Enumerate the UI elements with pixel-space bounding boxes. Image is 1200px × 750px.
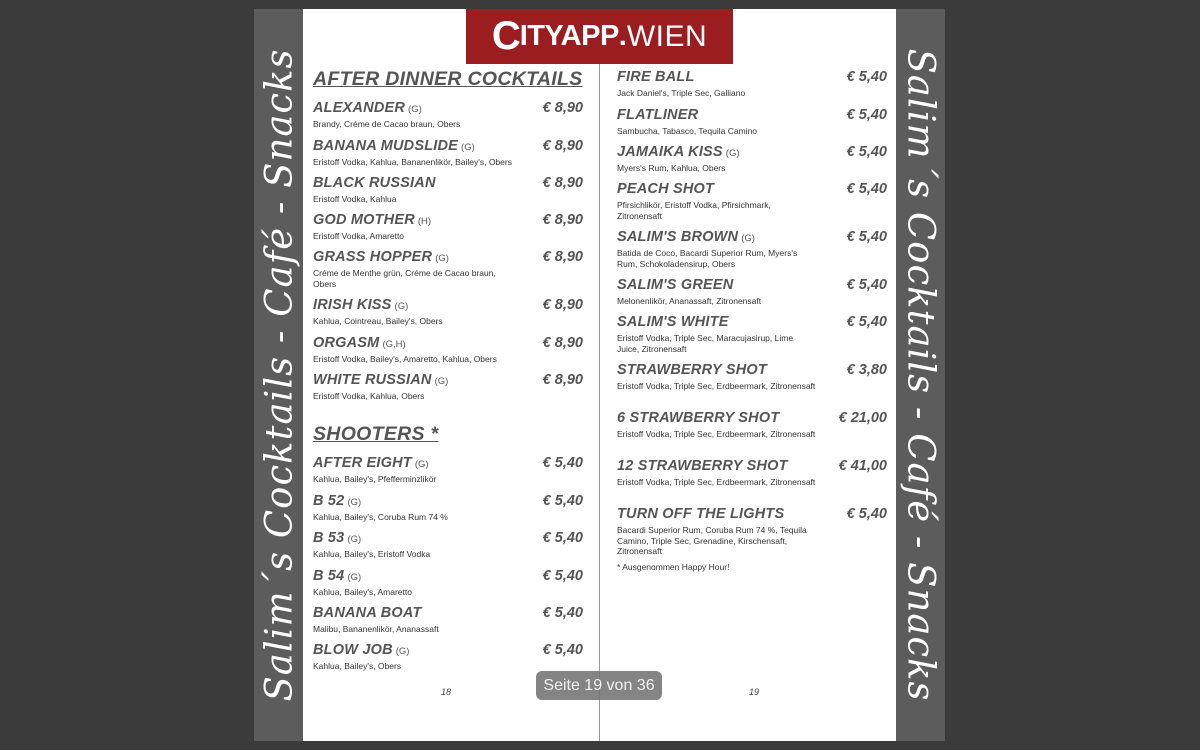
item-name-text: B 52 — [313, 493, 345, 509]
menu-item — [617, 410, 887, 440]
item-name-text: GRASS HOPPER — [313, 249, 433, 265]
section-title-after-dinner-cocktails: AFTER DINNER COCKTAILS — [313, 68, 583, 90]
allergen-tag: (G) — [414, 459, 429, 470]
menu-item — [617, 107, 887, 137]
footnote-happy-hour: * Ausgenommen Happy Hour! — [617, 562, 730, 572]
item-name-text: B 53 — [313, 530, 345, 546]
item-price: € 21,00 — [838, 410, 887, 426]
item-description: Eristoff Vodka, Triple Sec, Maracujasirup, Lime Juice, Zitronensaft — [617, 333, 794, 354]
item-price: € 5,40 — [846, 144, 887, 160]
allergen-tag: (G) — [347, 572, 362, 583]
menu-item — [313, 297, 583, 327]
item-description: Myers's Rum, Kahlua, Obers — [617, 163, 726, 173]
item-price: € 8,90 — [542, 335, 583, 351]
item-price: € 5,40 — [846, 277, 887, 293]
allergen-tag: (G) — [408, 104, 422, 115]
band-text-right: Salim´s Cocktails - Café - Snacks — [899, 48, 942, 702]
menu-item — [313, 335, 583, 365]
item-price: € 5,40 — [846, 506, 887, 522]
allergen-tag: (G) — [435, 253, 449, 264]
menu-item — [617, 362, 887, 392]
item-name-text: SALIM'S GREEN — [617, 277, 734, 293]
item-name-text: 12 STRAWBERRY SHOT — [617, 458, 788, 474]
band-text-left: Salim´s Cocktails - Café - Snacks — [257, 48, 300, 702]
item-price: € 8,90 — [542, 212, 583, 228]
logo-dot: . — [618, 20, 627, 52]
item-name-text: BANANA MUDSLIDE — [313, 138, 459, 154]
item-price: € 8,90 — [542, 249, 583, 265]
item-description: Kahlua, Bailey's, Obers — [313, 661, 402, 671]
item-description: Créme de Menthe grün, Créme de Cacao braun, Obers — [313, 268, 496, 289]
menu-item — [313, 530, 583, 560]
item-price: € 8,90 — [542, 100, 583, 116]
menu-item — [617, 229, 887, 269]
page-indicator: Seite 19 von 36 — [536, 671, 662, 700]
item-description: Eristoff Vodka, Kahlua — [313, 194, 397, 204]
item-name-text: FLATLINER — [617, 107, 699, 123]
item-description: Malibu, Bananenlikör, Ananassaft — [313, 624, 439, 634]
menu-item — [313, 212, 583, 242]
page-number-right: 19 — [749, 687, 760, 697]
item-description: Eristoff Vodka, Bailey's, Amaretto, Kahlua, Obers — [313, 354, 497, 364]
item-name-text: WHITE RUSSIAN — [313, 372, 432, 388]
item-description: Eristoff Vodka, Kahlua, Obers — [313, 391, 425, 401]
item-price: € 5,40 — [542, 530, 583, 546]
item-description: Eristoff Vodka, Triple Sec, Erdbeermark, Zitronensaft — [617, 429, 816, 439]
allergen-tag: (G) — [347, 497, 362, 508]
section-title-shooters: SHOOTERS * — [313, 423, 439, 445]
page-divider — [599, 64, 600, 741]
item-price: € 5,40 — [542, 642, 583, 658]
item-price: € 8,90 — [542, 297, 583, 313]
item-name-text: TURN OFF THE LIGHTS — [617, 506, 785, 522]
item-price: € 8,90 — [542, 175, 583, 191]
menu-item — [313, 249, 583, 289]
item-name-text: SALIM'S BROWN — [617, 229, 739, 245]
item-name-text: SALIM'S WHITE — [617, 314, 729, 330]
item-price: € 8,90 — [542, 372, 583, 388]
logo-city: ITYAPP — [519, 20, 619, 52]
page-number-left: 18 — [441, 687, 452, 697]
item-description: Eristoff Vodka, Triple Sec, Erdbeermark, Zitronensaft — [617, 381, 816, 391]
item-price: € 5,40 — [846, 314, 887, 330]
menu-item — [313, 100, 583, 130]
item-description: Eristoff Vodka, Triple Sec, Erdbeermark, Zitronensaft — [617, 477, 816, 487]
item-description: Kahlua, Bailey's, Coruba Rum 74 % — [313, 512, 448, 522]
item-description: Kahlua, Bailey's, Pfefferminzlikör — [313, 474, 437, 484]
item-description: Kahlua, Bailey's, Eristoff Vodka — [313, 549, 431, 559]
item-price: € 5,40 — [846, 107, 887, 123]
item-price: € 5,40 — [542, 493, 583, 509]
allergen-tag: (G) — [394, 301, 409, 312]
item-description: Melonenlikör, Ananassaft, Zitronensaft — [617, 296, 762, 306]
item-description: Eristoff Vodka, Kahlua, Bananenlikör, Bailey's, Obers — [313, 157, 512, 167]
left-decorative-band — [254, 9, 303, 741]
item-name-text: ALEXANDER — [313, 100, 406, 116]
item-price: € 5,40 — [846, 229, 887, 245]
item-name-text: BLOW JOB — [313, 642, 393, 658]
item-description: Pfirsichlikör, Eristoff Vodka, Pfirsichmark, Zitronensaft — [617, 200, 771, 221]
menu-item — [313, 138, 583, 168]
item-name-text: AFTER EIGHT — [313, 455, 412, 471]
page-spread — [254, 9, 945, 741]
item-name-text: B 54 — [313, 568, 345, 584]
item-name-text: PEACH SHOT — [617, 181, 715, 197]
item-price: € 5,40 — [542, 605, 583, 621]
allergen-tag: (G) — [347, 534, 362, 545]
item-price: € 8,90 — [542, 138, 583, 154]
menu-item — [313, 493, 583, 523]
menu-item — [617, 181, 887, 221]
item-description: Kahlua, Cointreau, Bailey's, Obers — [313, 316, 443, 326]
menu-item — [313, 605, 583, 635]
item-description: Kahlua, Bailey's, Amaretto — [313, 587, 412, 597]
item-name-text: ORGASM — [313, 335, 380, 351]
menu-item — [313, 175, 583, 205]
item-description: Brandy, Créme de Cacao braun, Obers — [313, 119, 461, 129]
menu-item — [617, 144, 887, 174]
menu-item — [313, 455, 583, 485]
item-name-text: 6 STRAWBERRY SHOT — [617, 410, 780, 426]
menu-item — [617, 277, 887, 307]
menu-item — [617, 506, 887, 557]
right-decorative-band — [896, 9, 945, 741]
item-name-text: JAMAIKA KISS — [617, 144, 723, 160]
cityapp-logo — [466, 9, 733, 64]
item-description: Jack Daniel's, Triple Sec, Galliano — [617, 88, 746, 98]
item-price: € 3,80 — [846, 362, 887, 378]
item-price: € 5,40 — [542, 568, 583, 584]
menu-item — [313, 568, 583, 598]
item-description: Batida de Coco, Bacardi Superior Rum, Myers's Rum, Schokoladensirup, Obers — [617, 248, 798, 269]
logo-letter-c: C — [491, 14, 520, 58]
allergen-tag: (G) — [725, 148, 740, 159]
item-description: Bacardi Superior Rum, Coruba Rum 74 %, Tequila Camino, Triple Sec, Grenadine, Kirschensaft, Zitronensaft — [617, 525, 807, 556]
allergen-tag: (G,H) — [382, 339, 406, 350]
item-name-text: STRAWBERRY SHOT — [617, 362, 767, 378]
menu-item — [617, 69, 887, 99]
item-name-text: GOD MOTHER — [313, 212, 415, 228]
item-name-text: IRISH KISS — [313, 297, 392, 313]
menu-item — [617, 314, 887, 354]
allergen-tag: (H) — [417, 216, 432, 227]
item-description: Eristoff Vodka, Amaretto — [313, 231, 405, 241]
allergen-tag: (G) — [461, 142, 475, 153]
menu-item — [313, 372, 583, 402]
allergen-tag: (G) — [434, 376, 449, 387]
item-price: € 5,40 — [846, 181, 887, 197]
menu-item — [617, 458, 887, 488]
allergen-tag: (G) — [741, 233, 755, 244]
item-name-text: BLACK RUSSIAN — [313, 175, 436, 191]
menu-item — [313, 642, 583, 672]
logo-wien: WIEN — [626, 19, 708, 53]
item-price: € 5,40 — [542, 455, 583, 471]
item-price: € 41,00 — [838, 458, 887, 474]
allergen-tag: (G) — [395, 646, 410, 657]
item-description: Sambucha, Tabasco, Tequila Camino — [617, 126, 758, 136]
item-name-text: BANANA BOAT — [313, 605, 422, 621]
item-price: € 5,40 — [846, 69, 887, 85]
item-name-text: FIRE BALL — [617, 69, 695, 85]
